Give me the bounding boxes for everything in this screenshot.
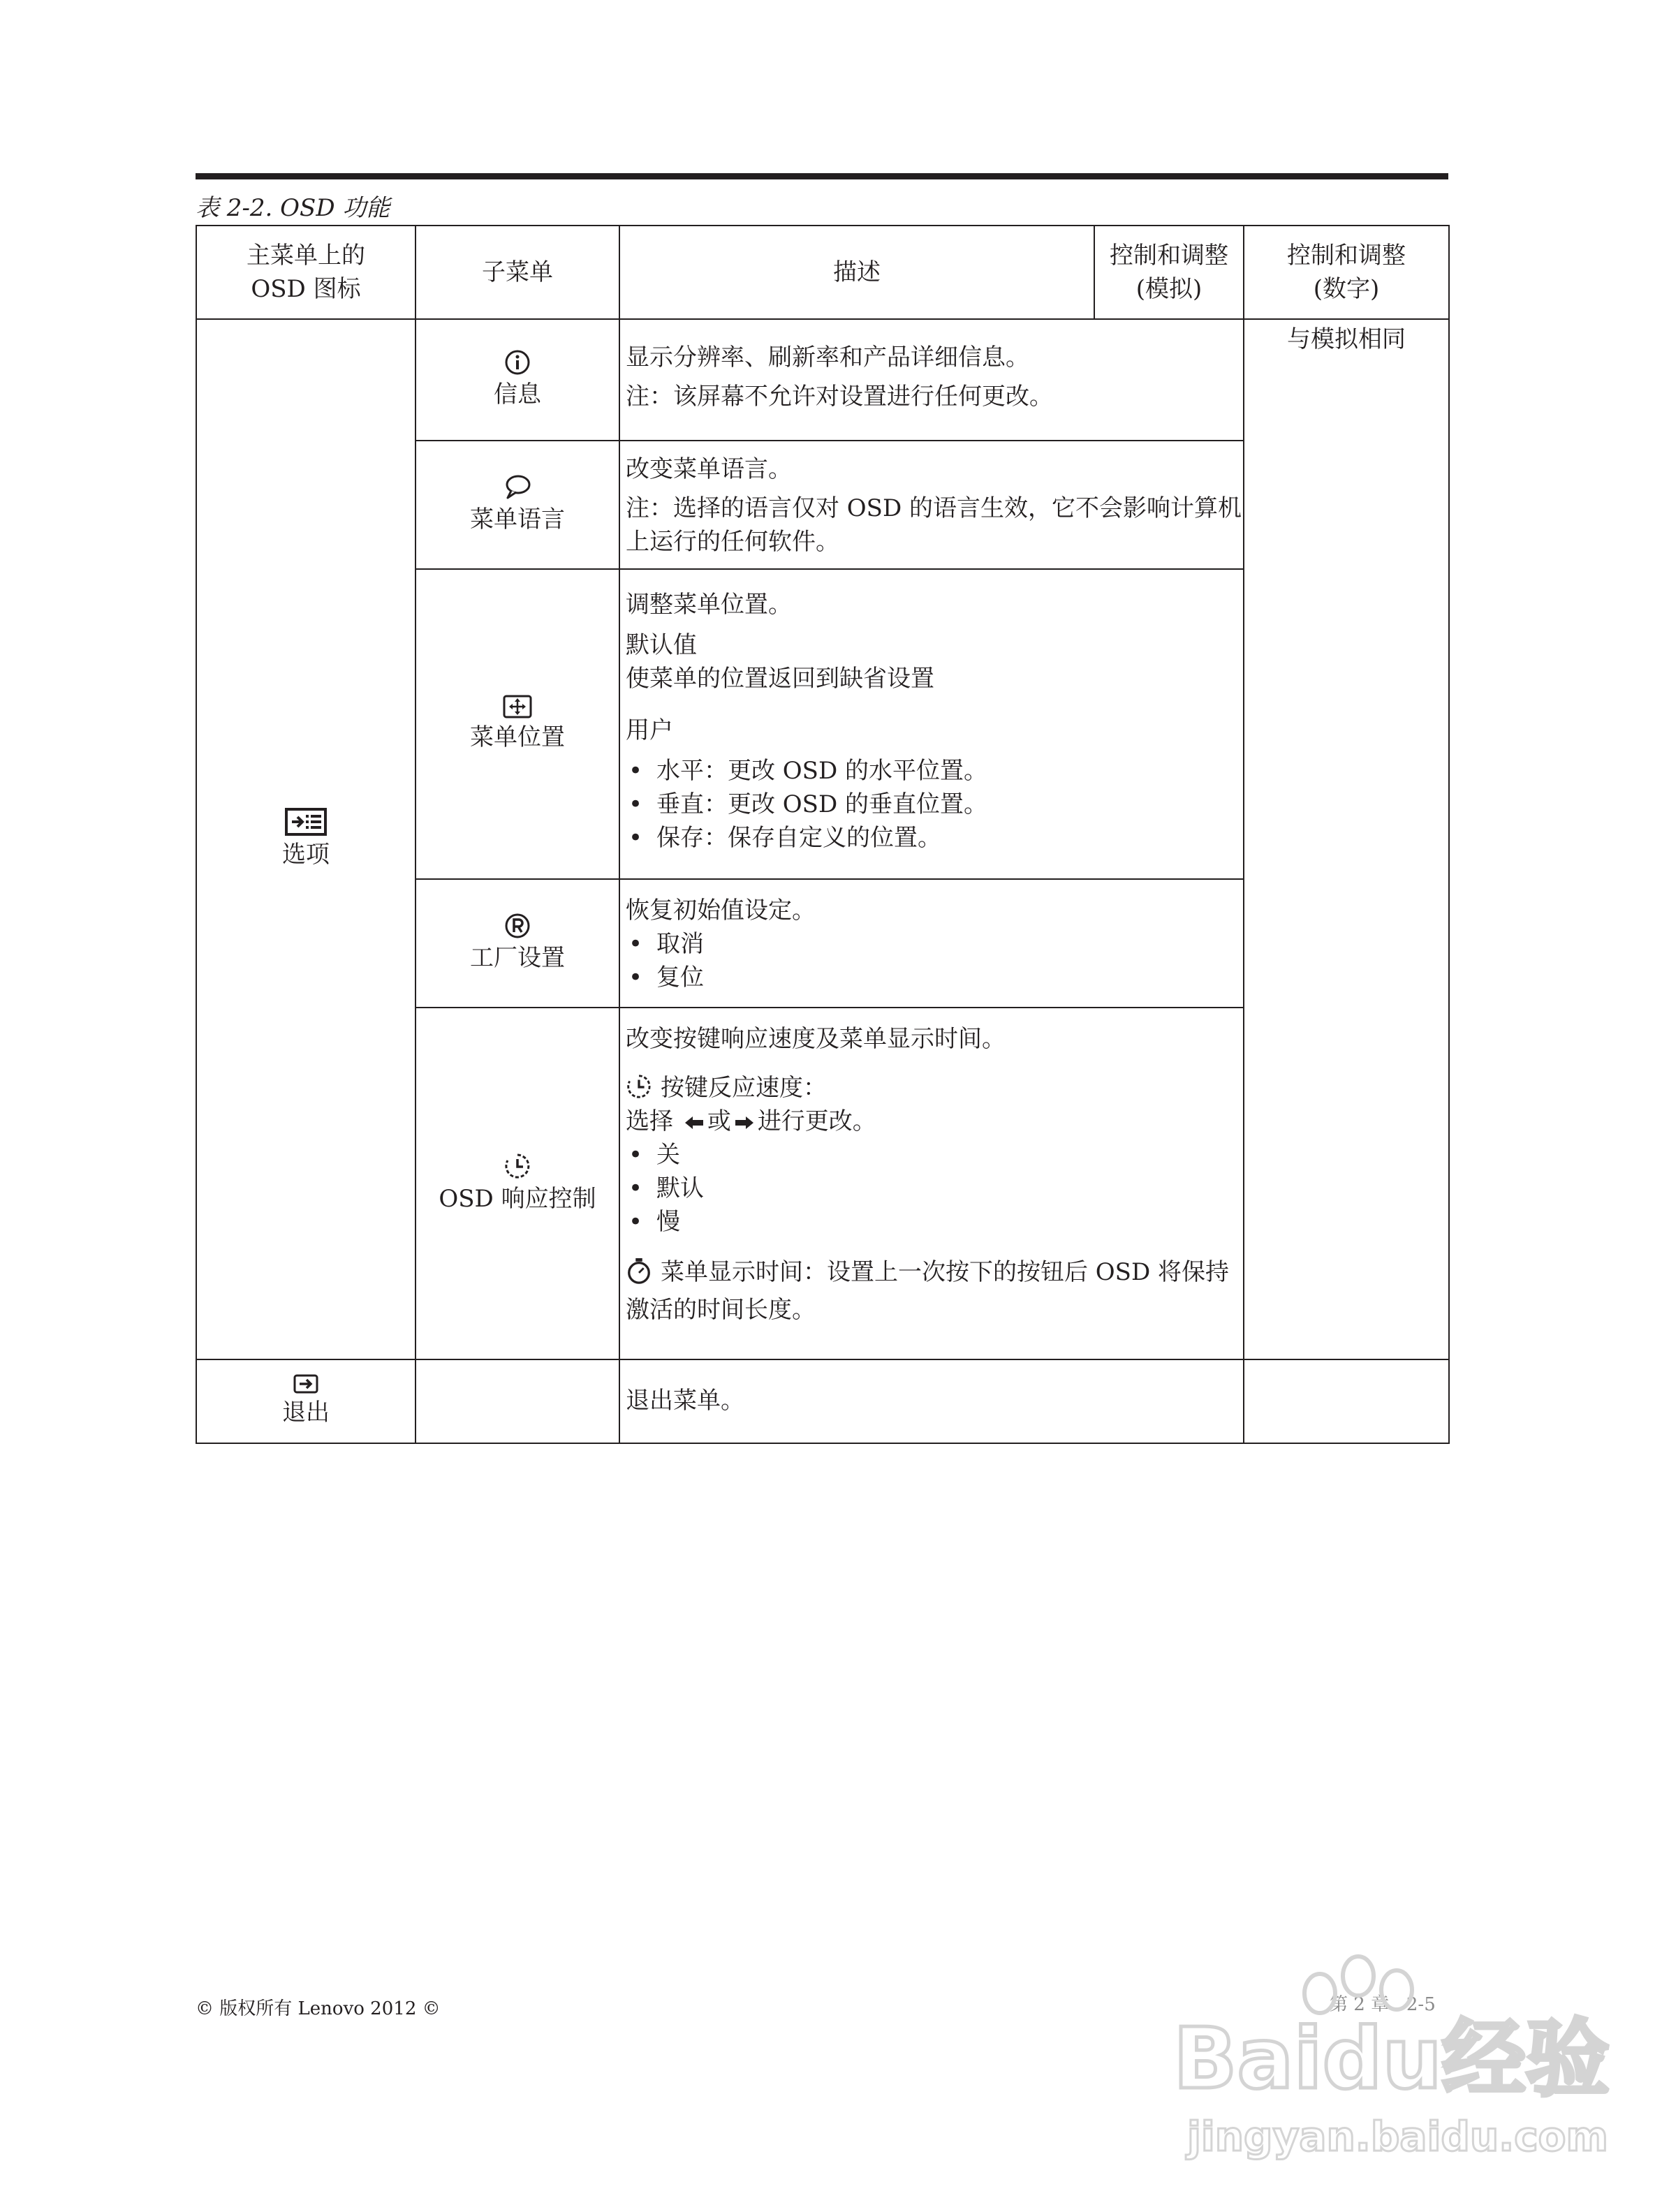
submenu-info [416, 320, 619, 440]
header-text: 子菜单 [482, 258, 553, 286]
desc-note: 注：该屏幕不允许对设置进行任何更改。 [626, 383, 1053, 411]
top-rule [196, 173, 1448, 179]
desc-exit [626, 1384, 744, 1417]
header-text: 描述 [833, 258, 881, 286]
submenu-label: OSD 响应控制 [439, 1185, 596, 1213]
stopwatch-icon [626, 1258, 652, 1284]
list-item: • 垂直：更改 OSD 的垂直位置。 [626, 788, 987, 821]
header-analog [1095, 226, 1243, 318]
desc-text: 改变按键响应速度及菜单显示时间。 [626, 1025, 1006, 1053]
header-text: 控制和调整 [1110, 242, 1228, 270]
main-menu-label: 退出 [282, 1399, 330, 1426]
header-text: 主菜单上的 [247, 242, 365, 270]
desc-text: 退出菜单。 [626, 1387, 744, 1415]
position-options [626, 754, 987, 855]
main-menu-options [197, 320, 415, 1359]
desc-text: 进行更改。 [757, 1107, 876, 1135]
speed-options [626, 1138, 1229, 1239]
main-menu-exit [197, 1360, 415, 1443]
submenu-factory [416, 880, 619, 1007]
page-number: 第 2 章 . 2-5 [1330, 1994, 1436, 2015]
speech-bubble-icon [503, 474, 531, 501]
timer-icon [503, 1152, 531, 1180]
desc-language [626, 452, 1242, 559]
left-arrow-icon [684, 1114, 705, 1131]
submenu-label: 信息 [494, 381, 541, 408]
desc-text: 改变菜单语言。 [626, 455, 792, 483]
desc-text: 或 [707, 1107, 731, 1135]
paw-icon [1304, 1956, 1412, 2013]
submenu-label: 菜单位置 [470, 723, 565, 751]
desc-text: 恢复初始值设定。 [626, 897, 816, 924]
header-text: OSD 图标 [251, 275, 361, 303]
digital-same-as-analog: 与模拟相同 [1287, 325, 1406, 353]
submenu-position [416, 570, 619, 878]
copyright: © 版权所有 Lenovo 2012 © [196, 1998, 441, 2019]
list-item: • 慢 [626, 1205, 1229, 1239]
factory-options [626, 927, 816, 994]
list-item: • 取消 [626, 927, 816, 961]
key-speed-icon [626, 1073, 652, 1100]
desc-note: 注：选择的语言仅对 OSD 的语言生效，它不会影响计算机 [626, 494, 1242, 522]
header-text: (数字) [1313, 275, 1380, 303]
right-arrow-icon [734, 1114, 755, 1131]
factory-reset-icon [504, 913, 531, 939]
list-item: • 关 [626, 1138, 1229, 1172]
desc-text: 激活的时间长度。 [626, 1296, 816, 1324]
header-text: (模拟) [1135, 275, 1203, 303]
desc-text: 显示分辨率、刷新率和产品详细信息。 [626, 344, 1029, 371]
desc-text: 调整菜单位置。 [626, 591, 792, 619]
submenu-response [416, 1008, 619, 1359]
list-item: • 保存：保存自定义的位置。 [626, 821, 987, 855]
submenu-label: 工厂设置 [470, 944, 565, 972]
header-osd-icon [197, 226, 415, 318]
desc-response [626, 1022, 1229, 1327]
header-digital [1244, 226, 1448, 318]
main-menu-label: 选项 [282, 841, 330, 869]
desc-note: 上运行的任何软件。 [626, 528, 839, 556]
exit-icon [293, 1374, 318, 1394]
list-item: • 默认 [626, 1172, 1229, 1205]
desc-text: 按键反应速度： [661, 1074, 827, 1102]
desc-position [626, 588, 987, 855]
header-submenu [416, 226, 619, 318]
menu-position-icon [503, 695, 532, 718]
desc-text: 使菜单的位置返回到缺省设置 [626, 665, 934, 693]
desc-text: 菜单显示时间：设置上一次按下的按钮后 OSD 将保持 [661, 1258, 1230, 1286]
header-description [620, 226, 1094, 318]
desc-factory [626, 894, 816, 994]
list-item: • 复位 [626, 961, 816, 994]
table-caption: 表 2-2. OSD 功能 [196, 194, 390, 222]
watermark-brand: Baidu经验 [1173, 2011, 1610, 2108]
submenu-language [416, 441, 619, 568]
baidu-watermark [1145, 1927, 1610, 2165]
desc-text: 选择 [626, 1107, 673, 1135]
desc-text: 用户 [626, 716, 673, 744]
options-icon [285, 808, 327, 836]
list-item: • 水平：更改 OSD 的水平位置。 [626, 754, 987, 788]
header-text: 控制和调整 [1287, 242, 1406, 270]
desc-text: 默认值 [626, 631, 697, 659]
desc-info [626, 341, 1053, 413]
submenu-label: 菜单语言 [470, 506, 565, 533]
info-icon [504, 349, 531, 376]
watermark-url: jingyan.baidu.com [1187, 2113, 1608, 2160]
